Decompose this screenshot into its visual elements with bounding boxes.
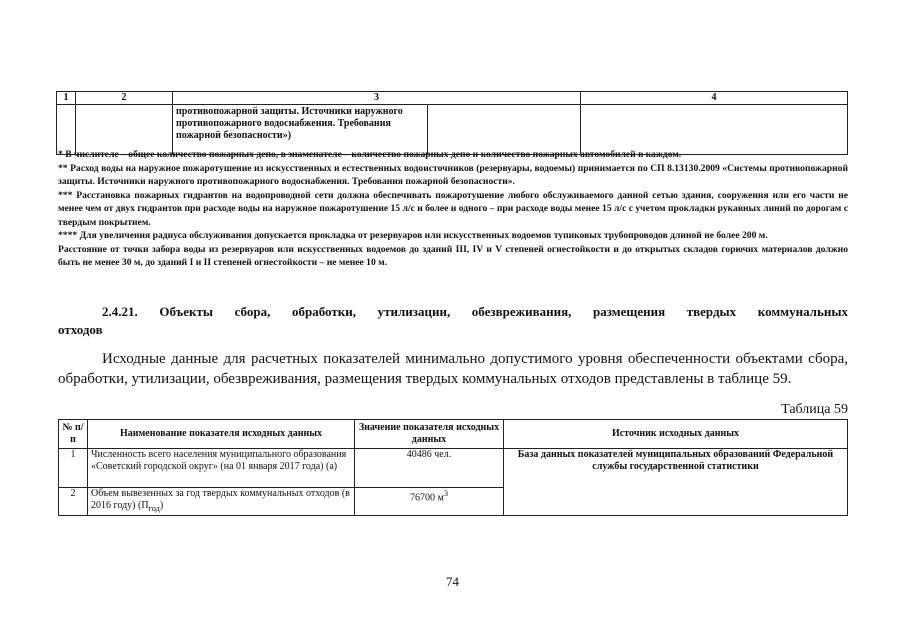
intro-line: обработки, утилизации, обезвреживания, размещения твердых коммунальных отходов представлены в таблице 59. [58,371,792,387]
table-row [57,105,848,155]
footnote: Расстояние от точки забора воды из резервуаров или искусственных водоемов до зданий III, IV и V степеней огнестойкости и до открытых складов горючих материалов должно быть не менее 30 м, до зданий I и II степеней огнестойкости – не менее 10 м. [58,243,848,268]
table-cell [581,105,848,155]
row-name: Численность всего населения муниципального образования «Советский городской округ» (на 01 января 2017 года) (а) [88,449,355,488]
section-heading [58,303,848,339]
col-number: 2 [76,92,173,105]
footnote: **** Для увеличения радиуса обслуживания допускается прокладка от резервуаров или искусственных водоемов тупиковых трубопроводов длиной не более 200 м. [58,230,768,241]
column-number-row [57,92,848,105]
footnote: ** Расход воды на наружное пожаротушение из искусственных и естественных водоисточников (резервуары, водоемы) принимается по СП 8.13130.2009 «Системы противопожарной защиты. Источники наружного противопожарного водоснабжения. Требования пожарной безопасности». [58,162,848,187]
row-name-end: ) [159,500,164,511]
col-number: 3 [173,92,581,105]
footnote: * В числителе – общее количество пожарных депо, в знаменателе – количество пожарных депо и количество пожарных автомобилей в каждом. [58,149,682,160]
section-heading-line: 2.4.21. Объекты сбора, обработки, утилизации, обезвреживания, размещения твердых коммунальных [102,304,848,319]
table-cell [76,105,173,155]
header-name: Наименование показателя исходных данных [88,420,355,449]
table-header-row [59,420,848,449]
table-row [59,449,848,488]
header-source: Источник исходных данных [504,420,848,449]
row-value-superscript: 3 [443,489,448,498]
row-num: 2 [59,488,88,516]
col-number: 4 [581,92,848,105]
header-num: № п/п [59,420,88,449]
footnote: *** Расстановка пожарных гидрантов на водопроводной сети должна обеспечивать пожаротушение любого обслуживаемого данной сетью здания, сооружения или его части не менее чем от двух гидрантов при расходе воды на наружное пожаротушение 15 л/с и более и одного – при расходе воды менее 15 л/с с учетом прокладки рукавных линий по дорогам с твердым покрытием. [58,189,848,228]
row-num: 1 [59,449,88,488]
table-caption: Таблица 59 [781,402,848,417]
row-value: 40486 чел. [355,449,504,488]
section-heading-line: отходов [58,322,103,337]
col-number: 1 [57,92,76,105]
row-name [88,488,355,516]
row-name-subscript: год [148,504,160,513]
table-cell: противопожарной защиты. Источники наружного противопожарного водоснабжения. Требования пожарной безопасности») [173,105,428,155]
row-source: База данных показателей муниципальных образований Федеральной службы государственной статистики [504,449,848,516]
page-number: 74 [446,574,459,589]
table-cell [428,105,581,155]
row-value-text: 76700 м [410,492,444,504]
table-cell [57,105,76,155]
continuation-table [56,91,848,155]
table-59 [58,419,848,516]
intro-line: Исходные данные для расчетных показателей минимально допустимого уровня обеспеченности объектами сбора, [102,351,848,367]
row-name-text: Объем вывезенных за год твердых коммунальных отходов (в 2016 году) (П [91,488,350,511]
intro-paragraph [58,349,848,389]
row-value [355,488,504,516]
footnotes [58,148,848,270]
header-value: Значение показателя исходных данных [355,420,504,449]
